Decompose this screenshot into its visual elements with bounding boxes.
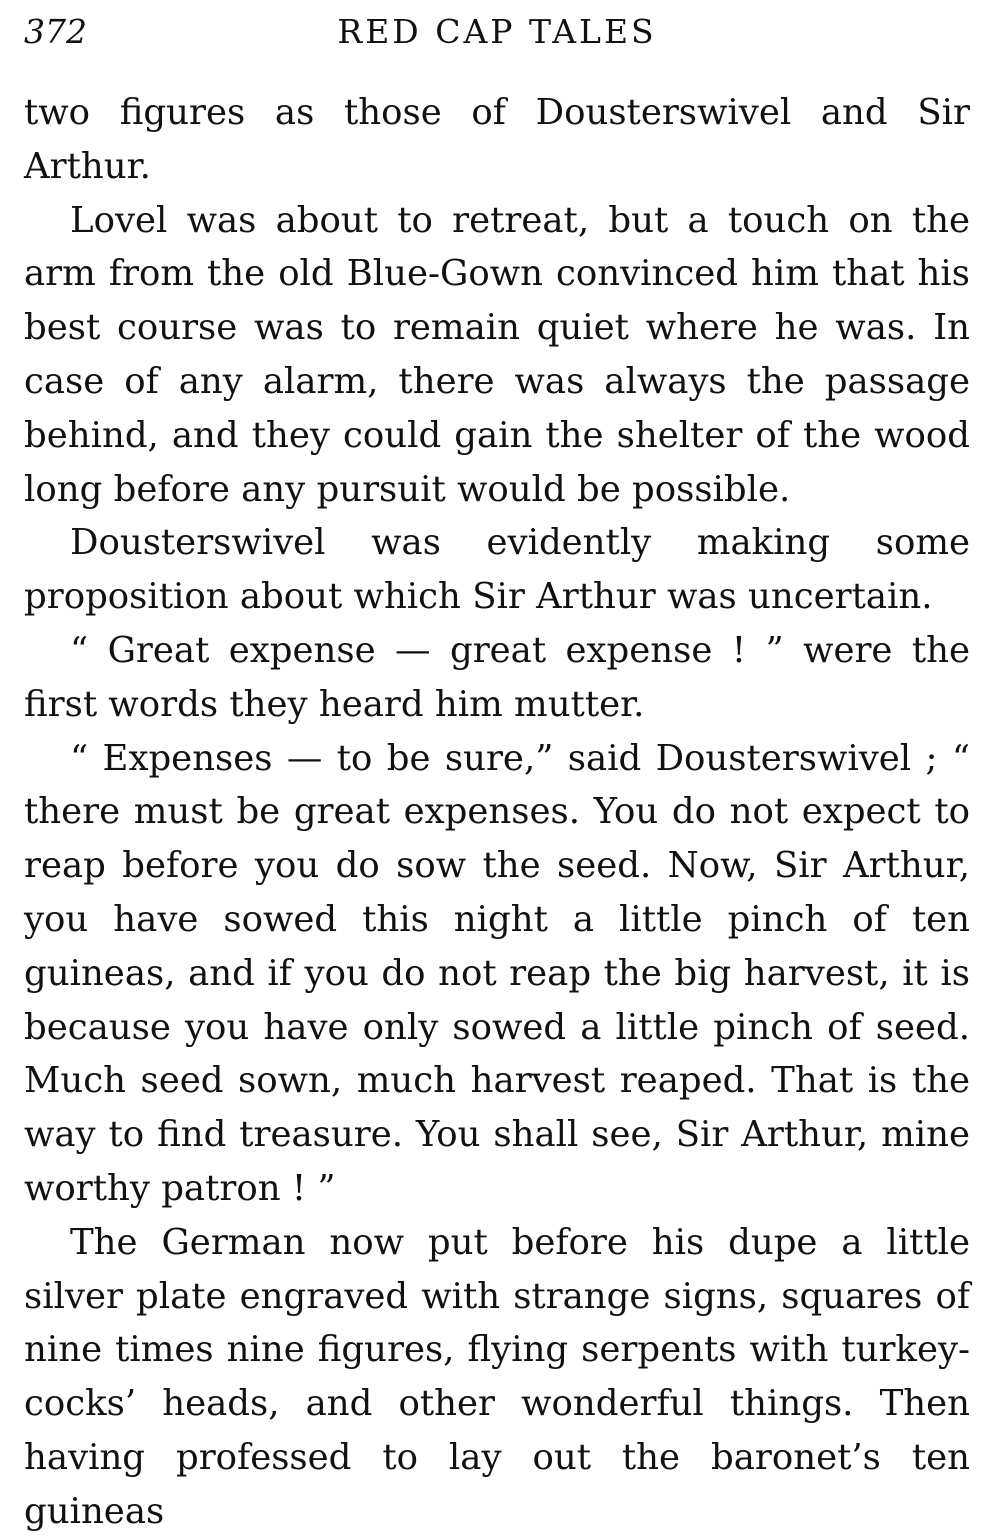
paragraph-proposition: Dousterswivel was evidently making some proposition about which Sir Arthur was uncertain. <box>24 522 970 618</box>
body-text <box>24 86 970 1539</box>
running-title: RED CAP TALES <box>337 12 657 51</box>
page-number: 372 <box>24 12 87 51</box>
paragraph-expenses: “ Expenses — to be sure,” said Dousterswivel ; “ there must be great expenses. You do not expect to reap before you do sow the seed. Now, Sir Arthur, you have sowed this night a little pinch of ten guineas, and if you do not reap the big harvest, it is because you have only sowed a little pinch of seed. Much seed sown, much harvest reaped. That is the way to find treasure. You shall see, Sir Arthur, mine worthy patron ! ” <box>24 737 970 1209</box>
paragraph-great-expense: “ Great expense — great expense ! ” were the first words they heard him mutter. <box>24 629 970 725</box>
paragraph-lovel: Lovel was about to retreat, but a touch on the arm from the old Blue-Gown convinced him that his best course was to remain quiet where he was. In case of any alarm, there was always the passage behind, and they could gain the shelter of the wood long before any pursuit would be possible. <box>24 199 970 510</box>
paragraph-silver-plate: The German now put before his dupe a little silver plate engraved with strange signs, squares of nine times nine figures, flying serpents with turkey-cocks’ heads, and other wonderful things. Then having professed to lay out the baronet’s ten guineas <box>24 1221 970 1532</box>
paragraph-continuation: two figures as those of Dousterswivel and Sir Arthur. <box>24 92 970 187</box>
page-header <box>24 10 970 54</box>
